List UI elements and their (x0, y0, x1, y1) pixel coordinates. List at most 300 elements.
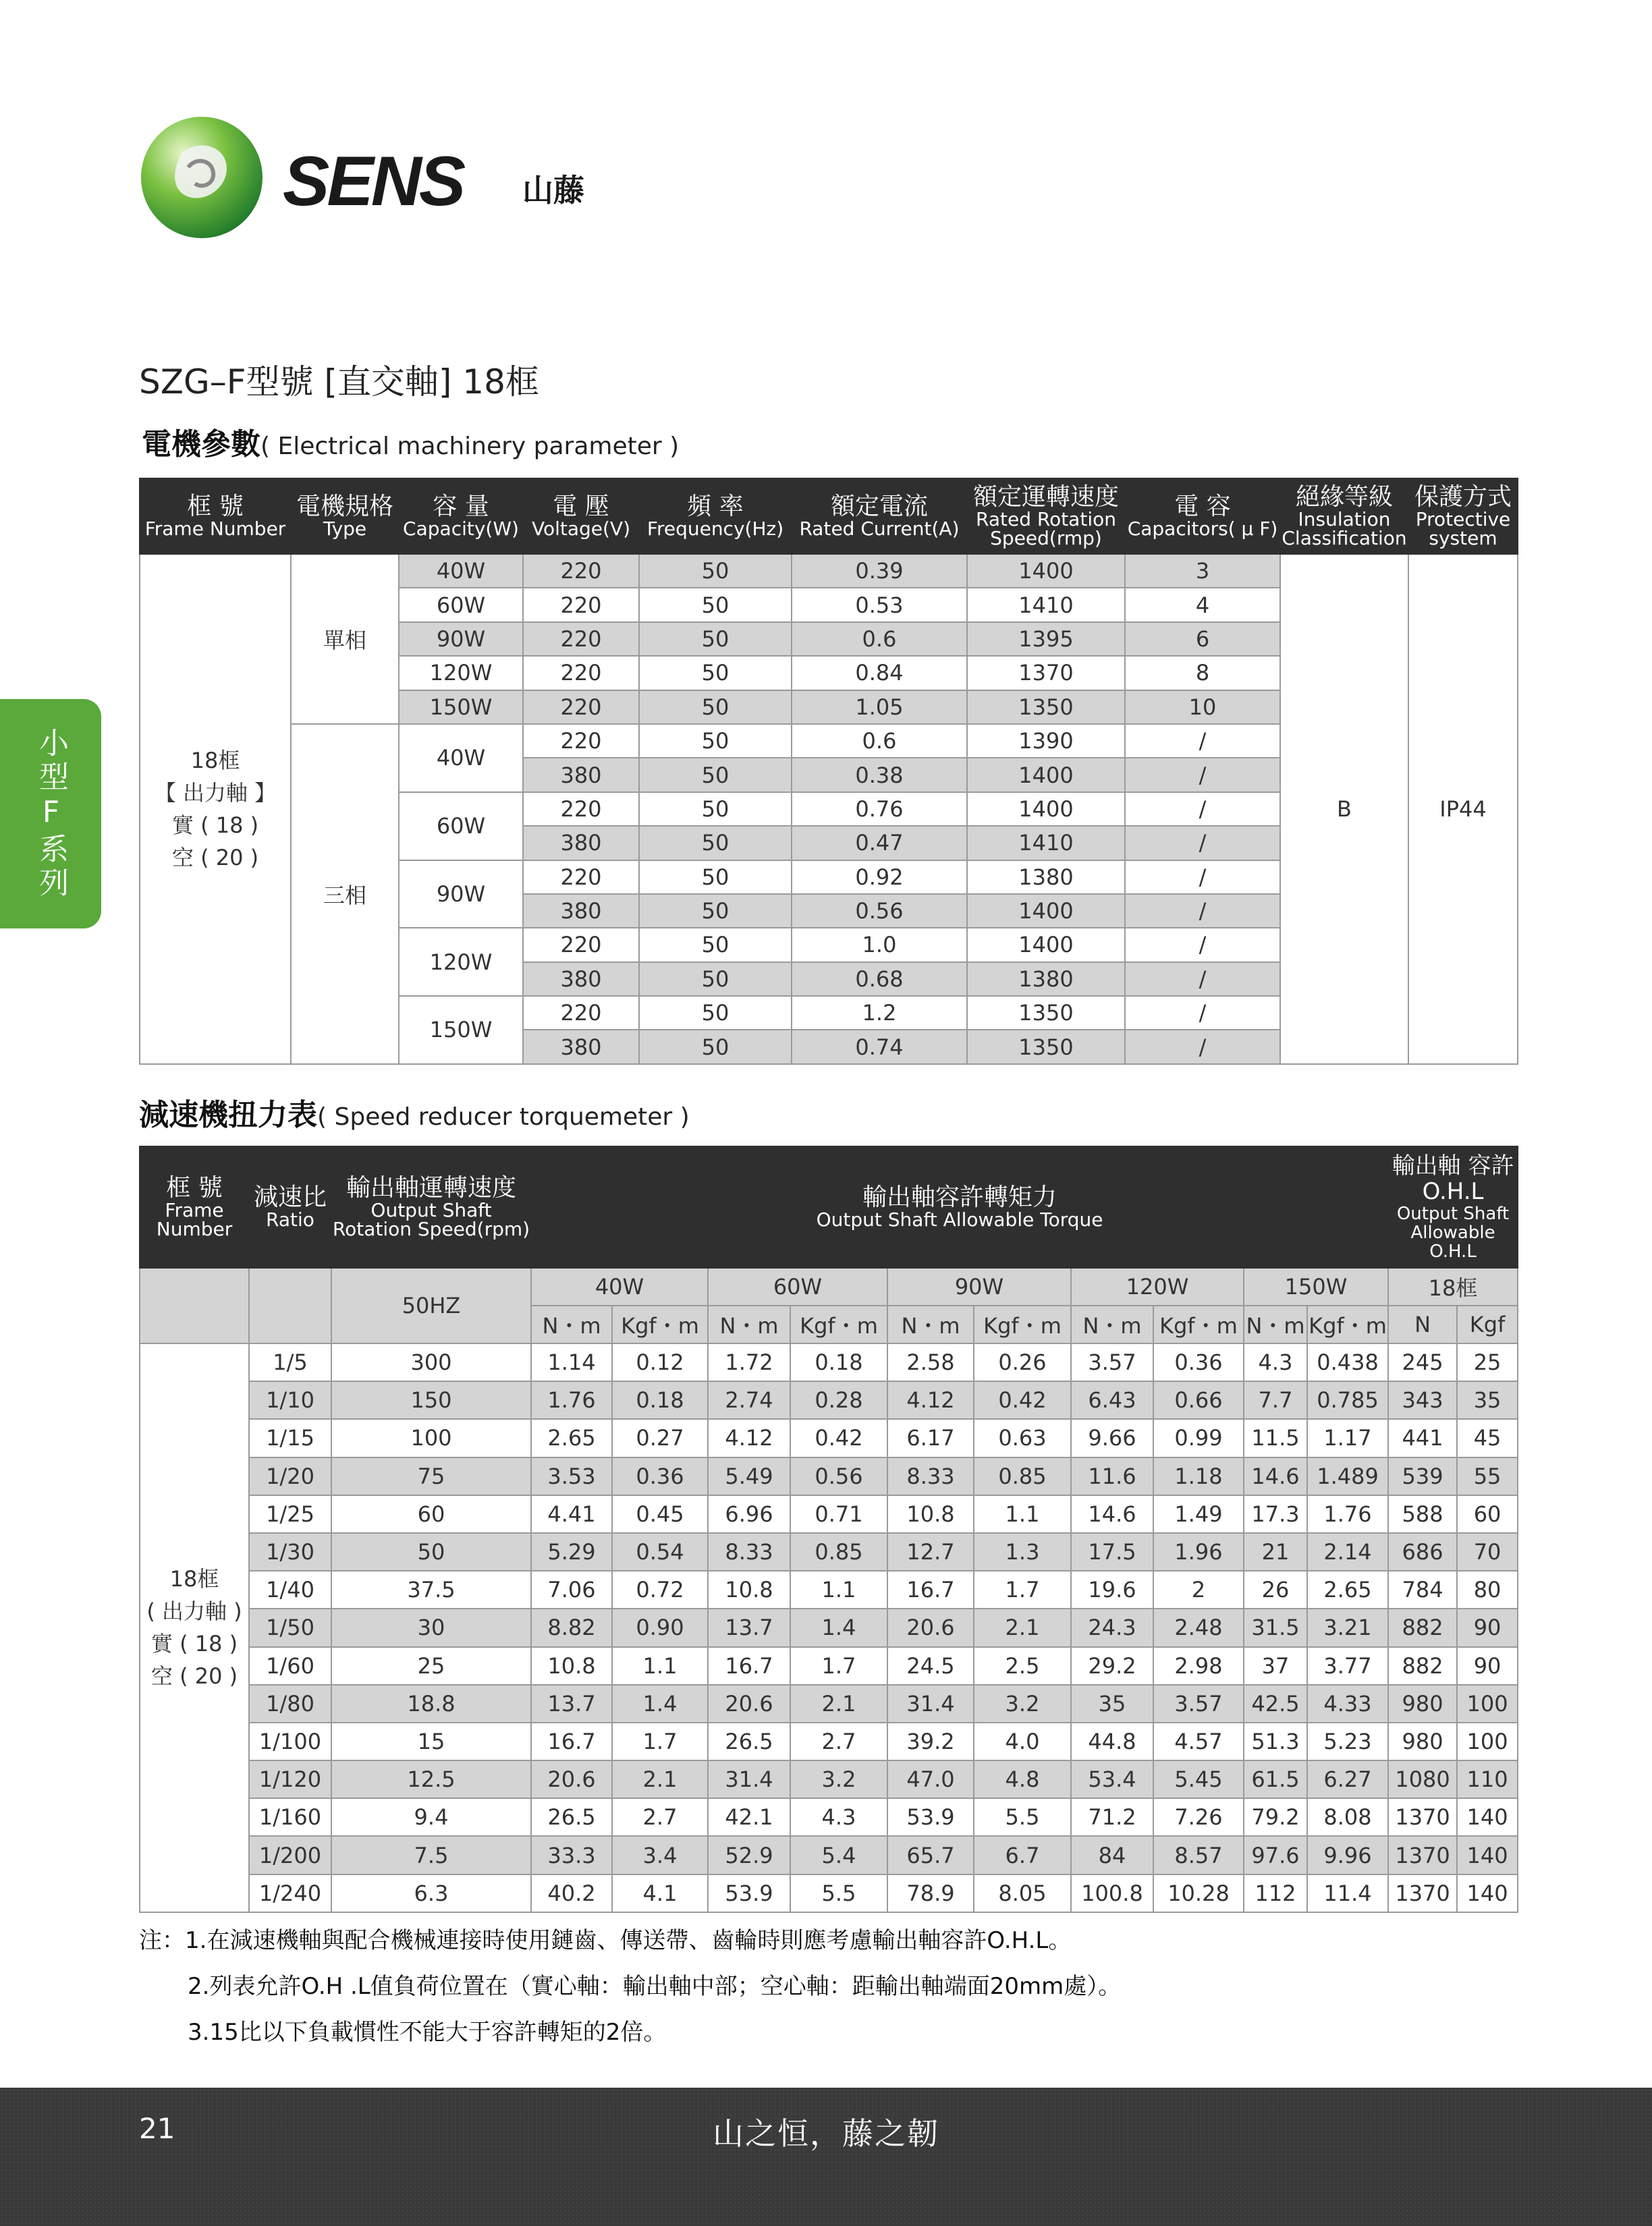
table-cell: 1.1 (790, 1571, 887, 1609)
table-cell: 10.8 (531, 1647, 612, 1685)
table-cell: 6.3 (331, 1874, 531, 1912)
table-cell: 31.5 (1244, 1609, 1307, 1646)
table-cell: 97.6 (1244, 1836, 1307, 1874)
table-cell: / (1125, 894, 1280, 928)
table-cell: 35 (1071, 1685, 1153, 1723)
table-row (140, 1798, 1518, 1836)
table-cell: 100.8 (1071, 1874, 1153, 1912)
table-cell: 31.4 (708, 1760, 790, 1798)
table-cell: 20.6 (708, 1685, 790, 1723)
header-allowable-torque: 輸出軸容許轉矩力 Output Shaft Allowable Torque (531, 1146, 1388, 1268)
table-cell: 1/20 (249, 1457, 331, 1495)
table-cell: 140 (1457, 1798, 1518, 1836)
table-cell: 50 (639, 860, 792, 894)
power-header: 60W (708, 1268, 887, 1306)
torque-table-title-cn: 減速機扭力表 (139, 1098, 317, 1132)
table-cell: 0.42 (790, 1419, 887, 1457)
table-cell: 784 (1388, 1571, 1457, 1609)
unit-header: Kgf・m (1153, 1306, 1244, 1343)
table-cell: 8.57 (1153, 1836, 1244, 1874)
table-cell: 0.63 (974, 1419, 1071, 1457)
table-cell: 2.1 (974, 1609, 1071, 1646)
header-cell: 額定電流 Rated Current(A) (792, 478, 967, 554)
unit-header: N・m (1071, 1306, 1153, 1343)
type-three-phase: 三相 (291, 724, 399, 1064)
table-cell: 0.45 (612, 1495, 708, 1533)
table-cell: 2.74 (708, 1381, 790, 1419)
side-category-tab (0, 699, 101, 928)
table-cell: 2.1 (790, 1685, 887, 1723)
table-cell: 1/80 (249, 1685, 331, 1723)
table-cell: 1.7 (974, 1571, 1071, 1609)
table-cell: 245 (1388, 1343, 1457, 1381)
electrical-parameter-title-cn: 電機參數 (142, 427, 260, 462)
table-cell: / (1125, 724, 1280, 758)
table-cell: 5.5 (974, 1798, 1071, 1836)
table-cell: 1370 (1388, 1798, 1457, 1836)
table-cell: 55 (1457, 1457, 1518, 1495)
table-cell: 4.57 (1153, 1723, 1244, 1760)
table-cell: 1.0 (792, 928, 967, 962)
table-cell: 3.2 (790, 1760, 887, 1798)
table-cell: 1.3 (974, 1533, 1071, 1571)
table-cell: 0.42 (974, 1381, 1071, 1419)
table-cell: 10.8 (708, 1571, 790, 1609)
table-cell: 1.489 (1307, 1457, 1388, 1495)
unit-header: N・m (531, 1306, 612, 1343)
table-cell: 1400 (967, 792, 1125, 826)
table-cell: 42.1 (708, 1798, 790, 1836)
table-cell: 0.47 (792, 826, 967, 860)
table-cell: 0.99 (1153, 1419, 1244, 1457)
table-cell: 50 (639, 724, 792, 758)
unit-header: Kgf (1457, 1306, 1518, 1343)
table-cell: 0.438 (1307, 1343, 1388, 1381)
table-cell: 4.3 (1244, 1343, 1307, 1381)
table-cell: 9.66 (1071, 1419, 1153, 1457)
table-cell: 1/25 (249, 1495, 331, 1533)
table-cell: 4.0 (974, 1723, 1071, 1760)
table-cell: / (1125, 996, 1280, 1030)
table-cell: 1.2 (792, 996, 967, 1030)
table-cell: 2.14 (1307, 1533, 1388, 1571)
table-cell: 1/5 (249, 1343, 331, 1381)
table-cell: 220 (523, 792, 639, 826)
capacity-cell: 150W (399, 996, 523, 1064)
table-cell: 78.9 (887, 1874, 974, 1912)
table-cell: 5.5 (790, 1874, 887, 1912)
table-row (140, 1343, 1518, 1381)
table-cell: 1400 (967, 758, 1125, 791)
table-cell: / (1125, 826, 1280, 860)
table-cell: 1.76 (531, 1381, 612, 1419)
table-cell: 1/200 (249, 1836, 331, 1874)
table-cell: 7.7 (1244, 1381, 1307, 1419)
table-cell: 150W (399, 690, 523, 724)
table-cell: 26.5 (531, 1798, 612, 1836)
table-cell: 1390 (967, 724, 1125, 758)
table-row (140, 1760, 1518, 1798)
table-cell: 10.28 (1153, 1874, 1244, 1912)
table-cell: 12.5 (331, 1760, 531, 1798)
protection-system: IP44 (1408, 554, 1518, 1064)
table-cell: 20.6 (531, 1760, 612, 1798)
table-cell: 7.5 (331, 1836, 531, 1874)
table-cell: 3.4 (612, 1836, 708, 1874)
capacity-cell: 90W (399, 860, 523, 928)
table-cell: 0.72 (612, 1571, 708, 1609)
unit-header: Kgf・m (790, 1306, 887, 1343)
table-cell: 9.4 (331, 1798, 531, 1836)
table-cell: 0.74 (792, 1030, 967, 1063)
table-cell: 4.33 (1307, 1685, 1388, 1723)
table-cell: 11.5 (1244, 1419, 1307, 1457)
unit-header: N・m (887, 1306, 974, 1343)
table-cell: 24.3 (1071, 1609, 1153, 1646)
table-cell: 0.38 (792, 758, 967, 791)
table-cell: 2.5 (974, 1647, 1071, 1685)
table-cell: 0.27 (612, 1419, 708, 1457)
table-cell: 13.7 (531, 1685, 612, 1723)
table-cell: 47.0 (887, 1760, 974, 1798)
blank-cell (140, 1268, 249, 1343)
table-cell: 0.56 (792, 894, 967, 928)
table-cell: 17.3 (1244, 1495, 1307, 1533)
table-cell: 70 (1457, 1533, 1518, 1571)
table-cell: 6 (1125, 622, 1280, 656)
table-cell: 0.12 (612, 1343, 708, 1381)
table-cell: 980 (1388, 1685, 1457, 1723)
table-row (140, 1647, 1518, 1685)
table-cell: 8.33 (708, 1533, 790, 1571)
table-cell: 0.92 (792, 860, 967, 894)
table-cell: 0.85 (790, 1533, 887, 1571)
table-cell: 60 (331, 1495, 531, 1533)
electrical-parameter-table (139, 478, 1518, 1065)
table-cell: 140 (1457, 1836, 1518, 1874)
table-cell: 8.05 (974, 1874, 1071, 1912)
header-cell: 容 量 Capacity(W) (399, 478, 523, 554)
table-cell: 50 (639, 962, 792, 996)
table-cell: 40W (399, 554, 523, 588)
table-cell: 3.21 (1307, 1609, 1388, 1646)
table-cell: 1370 (1388, 1836, 1457, 1874)
table-cell: 51.3 (1244, 1723, 1307, 1760)
table-cell: 3.57 (1071, 1343, 1153, 1381)
table-cell: 1.1 (612, 1647, 708, 1685)
unit-header: Kgf・m (974, 1306, 1071, 1343)
table-cell: 40.2 (531, 1874, 612, 1912)
table-cell: 150 (331, 1381, 531, 1419)
table-cell: 220 (523, 928, 639, 962)
header-frame: 框 號 Frame Number (140, 1146, 249, 1268)
table-cell: 14.6 (1071, 1495, 1153, 1533)
table-cell: 53.9 (887, 1798, 974, 1836)
table-cell: 35 (1457, 1381, 1518, 1419)
table-row (140, 1457, 1518, 1495)
table-cell: 110 (1457, 1760, 1518, 1798)
table-cell: 10.8 (887, 1495, 974, 1533)
table-cell: 1/160 (249, 1798, 331, 1836)
blank-cell (249, 1268, 331, 1343)
table-cell: 220 (523, 690, 639, 724)
table-cell: 1/15 (249, 1419, 331, 1457)
table-row (140, 1419, 1518, 1457)
table-cell: 8.82 (531, 1609, 612, 1646)
table-cell: 5.23 (1307, 1723, 1388, 1760)
table-cell: 0.18 (790, 1343, 887, 1381)
table-cell: 50 (331, 1533, 531, 1571)
table-cell: 50 (639, 588, 792, 621)
table-row (140, 1495, 1518, 1533)
table-cell: 5.45 (1153, 1760, 1244, 1798)
table-cell: 50 (639, 1030, 792, 1063)
table-cell: 2.98 (1153, 1647, 1244, 1685)
frequency-label: 50HZ (331, 1268, 531, 1343)
table-cell: 1395 (967, 622, 1125, 656)
table-row (140, 1571, 1518, 1609)
table-cell: 1350 (967, 996, 1125, 1030)
table-cell: 80 (1457, 1571, 1518, 1609)
table-cell: 75 (331, 1457, 531, 1495)
torque-table-title (139, 1090, 690, 1134)
table-cell: 37.5 (331, 1571, 531, 1609)
table-cell: 1.14 (531, 1343, 612, 1381)
table-cell: 3.53 (531, 1457, 612, 1495)
table-cell: 16.7 (531, 1723, 612, 1760)
table-cell: 1400 (967, 894, 1125, 928)
header-cell: 絕緣等級 Insulation Classification (1280, 478, 1408, 554)
table-cell: 0.28 (790, 1381, 887, 1419)
table-cell: 52.9 (708, 1836, 790, 1874)
table-cell: 0.6 (792, 724, 967, 758)
header-cell: 電機規格 Type (291, 478, 399, 554)
table-cell: 90 (1457, 1647, 1518, 1685)
frame-number-cell: 18框 【 出力軸 】 實 ( 18 ) 空 ( 20 ) (140, 554, 291, 1064)
table-cell: 1/40 (249, 1571, 331, 1609)
table-cell: 1410 (967, 588, 1125, 621)
note-3: 3.15比以下負載慣性不能大于容許轉矩的2倍。 (188, 2019, 667, 2046)
table-cell: 3.57 (1153, 1685, 1244, 1723)
table-cell: 120W (399, 656, 523, 690)
page-title: SZG–F型號 [直交軸] 18框 (139, 362, 539, 401)
table-cell: 380 (523, 894, 639, 928)
torque-header-row (140, 1146, 1518, 1268)
type-single-phase: 單相 (291, 554, 399, 724)
capacity-cell: 40W (399, 724, 523, 792)
table-cell: 42.5 (1244, 1685, 1307, 1723)
table-cell: 3.2 (974, 1685, 1071, 1723)
table-cell: 1400 (967, 554, 1125, 588)
table-cell: 90 (1457, 1609, 1518, 1646)
table-cell: 79.2 (1244, 1798, 1307, 1836)
table-cell: 3 (1125, 554, 1280, 588)
header-cell: 額定運轉速度 Rated Rotation Speed(rmp) (967, 478, 1125, 554)
table-cell: 980 (1388, 1723, 1457, 1760)
table-cell: 4.1 (612, 1874, 708, 1912)
table-cell: 50 (639, 622, 792, 656)
table-cell: 220 (523, 622, 639, 656)
table-cell: 15 (331, 1723, 531, 1760)
table-cell: / (1125, 860, 1280, 894)
table-cell: 6.27 (1307, 1760, 1388, 1798)
table-cell: 2.1 (612, 1760, 708, 1798)
table-cell: 11.4 (1307, 1874, 1388, 1912)
table-cell: 7.26 (1153, 1798, 1244, 1836)
table-cell: 0.785 (1307, 1381, 1388, 1419)
table-row (140, 1381, 1518, 1419)
table-cell: 1350 (967, 690, 1125, 724)
header-cell: 框 號 Frame Number (140, 478, 291, 554)
logo-emblem-icon (138, 113, 266, 242)
table-cell: 50 (639, 656, 792, 690)
power-header: 18框 (1388, 1268, 1518, 1306)
table-cell: 220 (523, 860, 639, 894)
table-cell: 50 (639, 758, 792, 791)
table-cell: 16.7 (887, 1571, 974, 1609)
table-cell: 539 (1388, 1457, 1457, 1495)
table-cell: 1.4 (790, 1609, 887, 1646)
table-cell: 0.68 (792, 962, 967, 996)
table-cell: 8.33 (887, 1457, 974, 1495)
table-cell: 1400 (967, 928, 1125, 962)
table-cell: 12.7 (887, 1533, 974, 1571)
brand-chinese-name: 山藤 (522, 172, 584, 208)
table-cell: 1.96 (1153, 1533, 1244, 1571)
table-row (140, 1874, 1518, 1912)
table-cell: 0.66 (1153, 1381, 1244, 1419)
table-cell: 380 (523, 758, 639, 791)
table-cell: 1/30 (249, 1533, 331, 1571)
table-cell: 5.4 (790, 1836, 887, 1874)
table-cell: 0.36 (612, 1457, 708, 1495)
table-cell: 6.43 (1071, 1381, 1153, 1419)
table-cell: 53.4 (1071, 1760, 1153, 1798)
table-cell: 686 (1388, 1533, 1457, 1571)
torque-table-title-en: ( Speed reducer torquemeter ) (317, 1103, 690, 1131)
table-cell: 100 (331, 1419, 531, 1457)
table-cell: 220 (523, 996, 639, 1030)
table-cell: / (1125, 1030, 1280, 1063)
table-cell: 0.6 (792, 622, 967, 656)
table-cell: 1/120 (249, 1760, 331, 1798)
note-2: 2.列表允許O.H .L值負荷位置在（實心軸：輸出軸中部；空心軸：距輸出軸端面20mm處）。 (188, 1973, 1122, 2000)
table-row (140, 1533, 1518, 1571)
footer-slogan: 山之恒，藤之韌 (713, 2115, 939, 2152)
header-ratio: 減速比 Ratio (249, 1146, 331, 1268)
table-cell: 1.49 (1153, 1495, 1244, 1533)
torque-power-row (140, 1268, 1518, 1306)
insulation-class: B (1280, 554, 1408, 1064)
table-cell: 1.7 (612, 1723, 708, 1760)
unit-header: Kgf・m (612, 1306, 708, 1343)
table-cell: 1/10 (249, 1381, 331, 1419)
table-cell: 25 (331, 1647, 531, 1685)
table-cell: 220 (523, 554, 639, 588)
table-cell: 50 (639, 928, 792, 962)
table-row (140, 554, 1518, 588)
table-cell: / (1125, 758, 1280, 791)
power-header: 40W (531, 1268, 708, 1306)
table-cell: 220 (523, 724, 639, 758)
table-cell: 50 (639, 996, 792, 1030)
table-cell: 10 (1125, 690, 1280, 724)
header-cell: 頻 率 Frequency(Hz) (639, 478, 792, 554)
table-cell: 882 (1388, 1647, 1457, 1685)
header-allowable-ohl: 輸出軸 容許O.H.L Output Shaft Allowable O.H.L (1388, 1146, 1518, 1268)
table-cell: 4 (1125, 588, 1280, 621)
table-cell: 19.6 (1071, 1571, 1153, 1609)
table-cell: 13.7 (708, 1609, 790, 1646)
table-cell: 0.53 (792, 588, 967, 621)
table-cell: 0.26 (974, 1343, 1071, 1381)
table-cell: 90W (399, 622, 523, 656)
table-cell: 0.18 (612, 1381, 708, 1419)
table-cell: 220 (523, 656, 639, 690)
table-cell: 11.6 (1071, 1457, 1153, 1495)
table-cell: 0.54 (612, 1533, 708, 1571)
capacity-cell: 60W (399, 792, 523, 860)
table-cell: 30 (331, 1609, 531, 1646)
table-row (140, 1723, 1518, 1760)
table-cell: 2.58 (887, 1343, 974, 1381)
table-cell: 0.76 (792, 792, 967, 826)
table-cell: 0.36 (1153, 1343, 1244, 1381)
header-cell: 保護方式 Protective system (1408, 478, 1518, 554)
table-cell: 1/50 (249, 1609, 331, 1646)
table-cell: 5.49 (708, 1457, 790, 1495)
table-cell: 39.2 (887, 1723, 974, 1760)
power-header: 150W (1244, 1268, 1388, 1306)
header-cell: 電 壓 Voltage(V) (523, 478, 639, 554)
table-cell: 21 (1244, 1533, 1307, 1571)
table-cell: 380 (523, 962, 639, 996)
table-cell: 14.6 (1244, 1457, 1307, 1495)
table-cell: 53.9 (708, 1874, 790, 1912)
brand-name: SENS (283, 142, 464, 221)
table-cell: 1/100 (249, 1723, 331, 1760)
page-footer (0, 2088, 1652, 2226)
header-cell: 電 容 Capacitors( μ F) (1125, 478, 1280, 554)
table-cell: 100 (1457, 1723, 1518, 1760)
table-cell: 50 (639, 826, 792, 860)
table-cell: 4.12 (708, 1419, 790, 1457)
table-cell: 25 (1457, 1343, 1518, 1381)
table-cell: 1380 (967, 860, 1125, 894)
table-cell: 60 (1457, 1495, 1518, 1533)
table-cell: 9.96 (1307, 1836, 1388, 1874)
table-cell: 0.90 (612, 1609, 708, 1646)
table-cell: 44.8 (1071, 1723, 1153, 1760)
table-cell: 1380 (967, 962, 1125, 996)
table-cell: 71.2 (1071, 1798, 1153, 1836)
unit-header: N (1388, 1306, 1457, 1343)
unit-header: Kgf・m (1307, 1306, 1388, 1343)
table-cell: 1.76 (1307, 1495, 1388, 1533)
table-cell: / (1125, 792, 1280, 826)
table-cell: 60W (399, 588, 523, 621)
table-cell: 65.7 (887, 1836, 974, 1874)
table-cell: 0.84 (792, 656, 967, 690)
table-cell: 31.4 (887, 1685, 974, 1723)
power-header: 90W (887, 1268, 1071, 1306)
table-cell: 4.8 (974, 1760, 1071, 1798)
frame-number-cell: 18框 ( 出力軸 ) 實 ( 18 ) 空 ( 20 ) (140, 1343, 249, 1912)
table-cell: 2.65 (1307, 1571, 1388, 1609)
speed-reducer-torque-table (139, 1146, 1518, 1913)
table-cell: 50 (639, 554, 792, 588)
power-header: 120W (1071, 1268, 1244, 1306)
